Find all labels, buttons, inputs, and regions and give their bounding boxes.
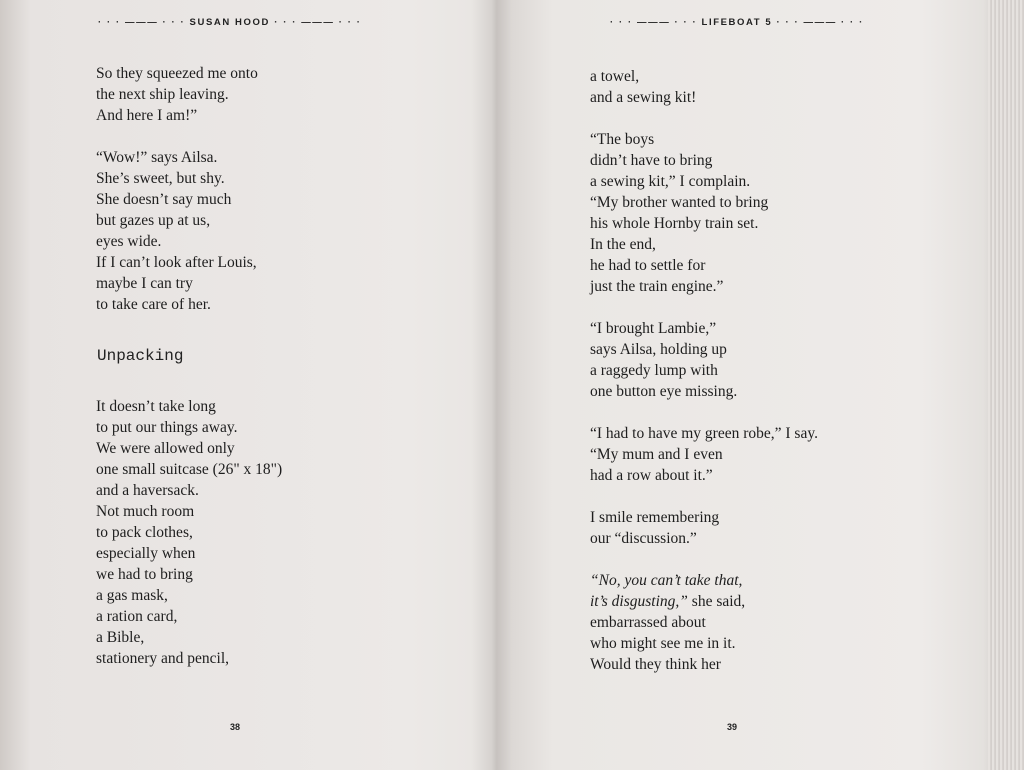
left-page-text — [96, 63, 416, 669]
text-line: “Wow!” says Ailsa. — [96, 149, 218, 166]
text-line: but gazes up at us, — [96, 212, 211, 229]
page-number-right: 39 — [727, 722, 738, 732]
text-line: his whole Hornby train set. — [590, 215, 759, 232]
italic-quote-line: “No, you can’t take that, — [590, 572, 743, 589]
running-head-title: · · · ——— · · · LIFEBOAT 5 · · · ——— · · · — [610, 17, 864, 28]
text-line: didn’t have to bring — [590, 152, 713, 169]
text-line: our “discussion.” — [590, 530, 697, 547]
text-line: maybe I can try — [96, 275, 193, 292]
text-line: we had to bring — [96, 566, 193, 583]
text-line: “I brought Lambie,” — [590, 320, 717, 337]
text-line: one button eye missing. — [590, 383, 738, 400]
text-line: We were allowed only — [96, 440, 235, 457]
text-line: Not much room — [96, 503, 195, 520]
text-line: She doesn’t say much — [96, 191, 232, 208]
text-line: “The boys — [590, 131, 655, 148]
text-line: If I can’t look after Louis, — [96, 254, 257, 271]
text-line: the next ship leaving. — [96, 86, 229, 103]
running-head-author: · · · ——— · · · SUSAN HOOD · · · ——— · · · — [98, 17, 362, 28]
text-line: And here I am!” — [96, 107, 198, 124]
text-line: I smile remembering — [590, 509, 720, 526]
italic-quote-line-2: it’s disgusting,” she said, — [590, 593, 746, 610]
text-line: a raggedy lump with — [590, 362, 718, 379]
page-edges — [988, 0, 1024, 770]
page-number-left: 38 — [230, 722, 241, 732]
text-line: he had to settle for — [590, 257, 706, 274]
text-line: and a haversack. — [96, 482, 199, 499]
text-line: “My brother wanted to bring — [590, 194, 769, 211]
text-line: to put our things away. — [96, 419, 238, 436]
poem-stanzas-after-heading — [96, 396, 416, 669]
right-page — [488, 0, 988, 770]
stanza-break — [96, 126, 416, 147]
text-line: a towel, — [590, 68, 640, 85]
text-line: “My mum and I even — [590, 446, 723, 463]
text-line: just the train engine.” — [590, 278, 724, 295]
text-line: especially when — [96, 545, 196, 562]
stanza-break — [590, 297, 910, 318]
stanza-break — [590, 402, 910, 423]
text-line: “I had to have my green robe,” I say. — [590, 425, 818, 442]
text-line: who might see me in it. — [590, 635, 736, 652]
text-line: a sewing kit,” I complain. — [590, 173, 751, 190]
left-page — [0, 0, 488, 770]
stanza-break — [590, 549, 910, 570]
text-line: So they squeezed me onto — [96, 65, 258, 82]
text-line: says Ailsa, holding up — [590, 341, 727, 358]
text-line: stationery and pencil, — [96, 650, 229, 667]
text-line: Would they think her — [590, 656, 721, 673]
text-line: In the end, — [590, 236, 656, 253]
text-line: a Bible, — [96, 629, 145, 646]
stanza-break — [590, 486, 910, 507]
text-line: one small suitcase (26" x 18") — [96, 461, 283, 478]
text-line: She’s sweet, but shy. — [96, 170, 225, 187]
text-line: to pack clothes, — [96, 524, 193, 541]
section-heading: Unpacking — [97, 347, 184, 365]
stanza-break — [590, 108, 910, 129]
poem-stanzas-before-heading — [96, 63, 416, 315]
right-page-text — [590, 66, 910, 675]
text-line: eyes wide. — [96, 233, 162, 250]
text-line: embarrassed about — [590, 614, 706, 631]
poem-closing-lines — [590, 612, 910, 675]
text-line: a ration card, — [96, 608, 178, 625]
text-line: had a row about it.” — [590, 467, 713, 484]
text-line: It doesn’t take long — [96, 398, 216, 415]
text-line: and a sewing kit! — [590, 89, 697, 106]
text-line: a gas mask, — [96, 587, 168, 604]
poem-stanzas — [590, 66, 910, 570]
text-line: to take care of her. — [96, 296, 211, 313]
